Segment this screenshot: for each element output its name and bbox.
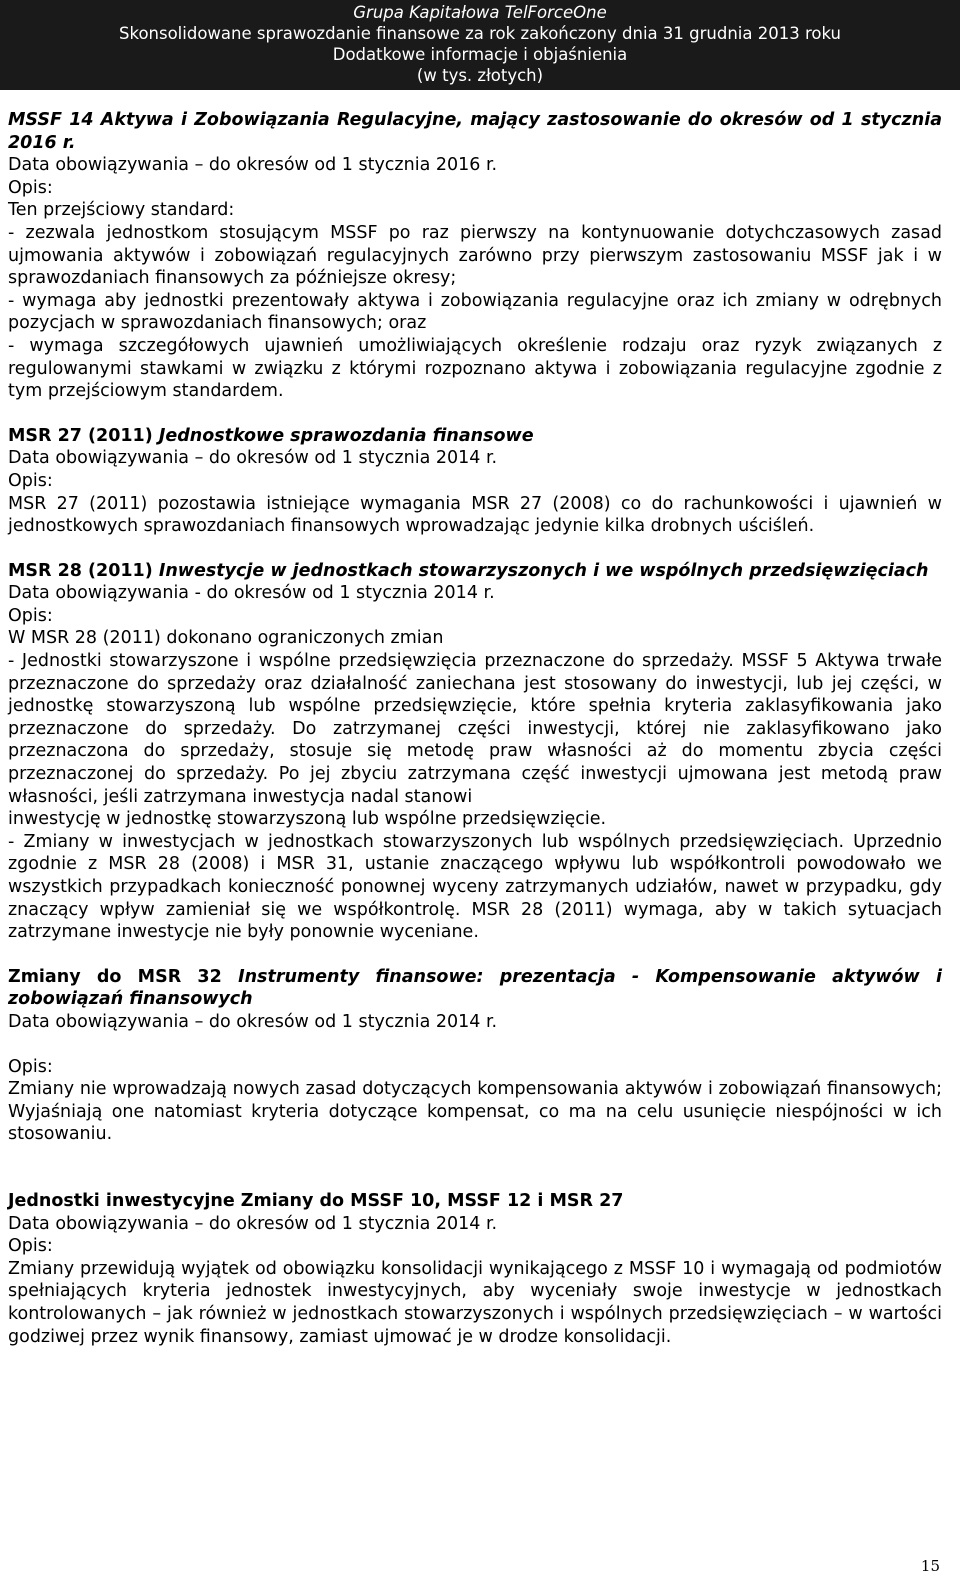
header-company: Grupa Kapitałowa TelForceOne: [353, 3, 607, 22]
section-title-code: Zmiany do MSR 32: [8, 966, 239, 987]
section-title: [8, 966, 942, 1011]
header-subtitle: Dodatkowe informacje i objaśnienia: [332, 45, 628, 64]
section-msr-32: [8, 966, 942, 1146]
section-title-name: Instrumenty finansowe: prezentacja - Kompensowanie aktywów i zobowiązań finansowych: [8, 966, 942, 1010]
section-mssf-14: [8, 109, 942, 403]
section-title-name: Inwestycje w jednostkach stowarzyszonych i we wspólnych przedsięwzięciach: [158, 560, 929, 581]
header-report-title: Skonsolidowane sprawozdanie finansowe za rok zakończony dnia 31 grudnia 2013 roku: [119, 24, 841, 43]
body-paragraph: inwestycję w jednostkę stowarzyszoną lub wspólne przedsięwzięcie.: [8, 809, 607, 830]
section-msr-27: [8, 425, 942, 538]
section-investment-entities: [8, 1190, 942, 1348]
body-paragraph: - Zmiany w inwestycjach w jednostkach stowarzyszonych lub wspólnych przedsięwzięciach. Uprzednio zgodnie z MSR 28 (2008) i MSR 31, ustanie znaczącego wpływu lub współkontroli powodowało we wszystkich przypadkach konieczność ponownej wyceny zatrzymanych udziałów, nawet w przypadku, gdy znaczący wpływ zamieniał się we współkontrolę. MSR 28 (2011) wymaga, aby w takich sytuacjach zatrzymane inwestycje nie były ponownie wyceniane.: [8, 831, 942, 943]
effective-date: Data obowiązywania - do okresów od 1 stycznia 2014 r.: [8, 583, 495, 604]
effective-date: Data obowiązywania – do okresów od 1 stycznia 2014 r.: [8, 1011, 498, 1032]
body-paragraph: - wymaga szczegółowych ujawnień umożliwiających określenie rodzaju oraz ryzyk związanych z regulowanymi stawkami w związku z którymi rozpoznano aktywa i zobowiązania regulacyjne zgodnie z tym przejściowym standardem.: [8, 335, 942, 402]
body-paragraph: - wymaga aby jednostki prezentowały aktywa i zobowiązania regulacyjne oraz ich zmiany w odrębnych pozycjach w sprawozdaniach finansowych; oraz: [8, 290, 942, 334]
section-title: [8, 425, 942, 448]
opis-label: Opis:: [8, 1056, 53, 1077]
body-paragraph: MSR 27 (2011) pozostawia istniejące wymagania MSR 27 (2008) co do rachunkowości i ujawnień w jednostkowych sprawozdaniach finansowych wprowadzając jedynie kilka drobnych uściśleń.: [8, 493, 942, 537]
body-paragraph: Zmiany przewidują wyjątek od obowiązku konsolidacji wynikającego z MSSF 10 i wymagają od podmiotów spełniających kryteria jednostek inwestycyjnych, aby wyceniały swoje inwestycje w jednostkach kontrolowanych – jak również w jednostkach stowarzyszonych i wspólnych przedsięwzięciach – w wartości godziwej przez wynik finansowy, zamiast ujmować je w drodze konsolidacji.: [8, 1258, 942, 1347]
document-content: [0, 90, 960, 1348]
body-paragraph: - Jednostki stowarzyszone i wspólne przedsięwzięcia przeznaczone do sprzedaży. MSSF 5 Aktywa trwałe przeznaczone do sprzedaży oraz działalność zaniechana jest stosowany do inwestycji, lub jej części, w jednostkę stowarzyszoną lub wspólne przedsięwzięcie, które spełnia kryteria zaklasyfikowania jako przeznaczone do sprzedaży. Do zatrzymanej części inwestycji, której nie zaklasyfikowano jako przeznaczona do sprzedaży, stosuje się metodę praw własności aż do momentu zbycia części przeznaczonej do sprzedaży. Po jej zbyciu zatrzymana część inwestycji ujmowana jest metodą praw własności, jeśli zatrzymana inwestycja nadal stanowi: [8, 651, 942, 807]
body-paragraph: W MSR 28 (2011) dokonano ograniczonych zmian: [8, 628, 444, 649]
body-paragraph: Ten przejściowy standard:: [8, 200, 235, 221]
body-paragraph: Zmiany nie wprowadzają nowych zasad dotyczących kompensowania aktywów i zobowiązań finansowych; Wyjaśniają one natomiast kryteria dotyczące kompensat, co ma na celu usunięcie niespójności w ich stosowaniu.: [8, 1079, 942, 1145]
section-title: [8, 560, 942, 583]
body-paragraph: - zezwala jednostkom stosującym MSSF po raz pierwszy na kontynuowanie dotychczasowych zasad ujmowania aktywów i zobowiązań regulacyjnych zarówno przy pierwszym zastosowaniu MSSF jak i w sprawozdaniach finansowych za późniejsze okresy;: [8, 222, 942, 289]
effective-date: Data obowiązywania – do okresów od 1 stycznia 2014 r.: [8, 448, 498, 469]
section-title-code: MSR 28 (2011): [8, 560, 159, 581]
opis-label: Opis:: [8, 470, 53, 491]
page-header: [0, 0, 960, 90]
opis-label: Opis:: [8, 1236, 53, 1257]
opis-label: Opis:: [8, 605, 53, 626]
opis-label: Opis:: [8, 177, 53, 198]
effective-date: Data obowiązywania – do okresów od 1 stycznia 2016 r.: [8, 155, 498, 176]
section-title: [8, 109, 942, 154]
effective-date: Data obowiązywania – do okresów od 1 stycznia 2014 r.: [8, 1213, 498, 1234]
section-title-text: MSSF 14 Aktywa i Zobowiązania Regulacyjne, mający zastosowanie do okresów od 1 stycznia 2016 r.: [8, 110, 942, 153]
section-title-code: MSR 27 (2011): [8, 425, 159, 446]
section-title: [8, 1190, 942, 1213]
header-units: (w tys. złotych): [416, 66, 544, 85]
section-msr-28: [8, 560, 942, 944]
section-title-name: Jednostkowe sprawozdania finansowe: [158, 425, 534, 446]
section-title-text: Jednostki inwestycyjne Zmiany do MSSF 10, MSSF 12 i MSR 27: [8, 1190, 624, 1211]
page-number: 15: [920, 1557, 940, 1575]
